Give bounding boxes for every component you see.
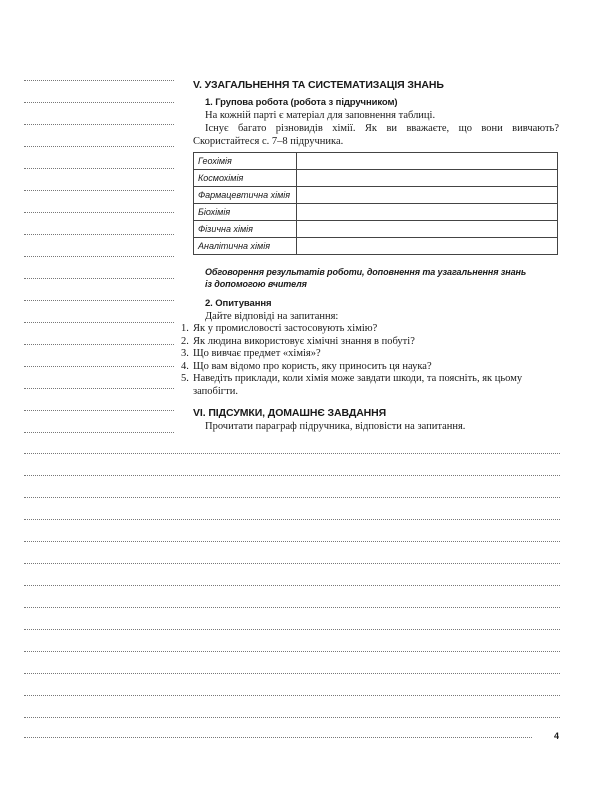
branch-answer-cell[interactable] <box>297 238 558 255</box>
branch-name: Космохімія <box>194 170 297 187</box>
question-number: 1. <box>181 323 189 334</box>
list-item <box>181 336 559 349</box>
question-text: Що вам відомо про користь, яку приносить ця наука? <box>193 360 432 372</box>
note-line <box>24 234 174 235</box>
note-line <box>24 629 560 630</box>
list-item <box>181 373 559 398</box>
branch-answer-cell[interactable] <box>297 153 558 170</box>
note-line <box>24 651 560 652</box>
note-line <box>24 717 560 718</box>
note-line <box>24 124 174 125</box>
note-line <box>24 168 174 169</box>
note-line <box>24 453 560 454</box>
question-number: 5. <box>181 373 189 384</box>
question-number: 4. <box>181 360 189 372</box>
question-text: Як людина використовує хімічні знання в побуті? <box>193 335 415 347</box>
note-line <box>24 322 174 323</box>
question-number: 3. <box>181 348 189 359</box>
branch-answer-cell[interactable] <box>297 204 558 221</box>
question-paragraph: Існує багато різновидів хімії. Як ви вважаєте, що вони вивчають? Скористайтеся с. 7–8 підручника. <box>193 123 559 147</box>
note-line <box>24 497 560 498</box>
list-item <box>181 323 559 336</box>
note-line <box>24 278 174 279</box>
table-row <box>194 238 558 255</box>
group-work-subtitle: 1. Групова робота (робота з підручником) <box>205 97 398 108</box>
instruction-paragraph: На кожній парті є матеріал для заповнення таблиці. <box>205 110 436 121</box>
note-line <box>24 344 174 345</box>
table-row <box>194 170 558 187</box>
note-line <box>24 607 560 608</box>
note-line <box>24 519 560 520</box>
table-row <box>194 153 558 170</box>
branch-name: Аналітична хімія <box>194 238 297 255</box>
question-text: Наведіть приклади, коли хімія може завдати шкоди, та поясніть, як цьому запобігти. <box>193 373 523 397</box>
discussion-note-line-1: Обговорення результатів роботи, доповнення та узагальнення знань <box>205 267 527 277</box>
page-number: 4 <box>554 731 560 741</box>
question-text: Що вивчає предмет «хімія»? <box>193 348 321 359</box>
note-line <box>24 673 560 674</box>
note-line <box>24 146 174 147</box>
note-line <box>24 80 174 81</box>
note-line <box>24 737 532 738</box>
note-line <box>24 102 174 103</box>
question-text: Як у промисловості застосовують хімію? <box>193 323 378 334</box>
section-5-title: V. УЗАГАЛЬНЕННЯ ТА СИСТЕМАТИЗАЦІЯ ЗНАНЬ <box>193 79 444 91</box>
note-line <box>24 410 174 411</box>
branch-name: Фізична хімія <box>194 221 297 238</box>
branch-answer-cell[interactable] <box>297 187 558 204</box>
note-line <box>24 256 174 257</box>
section-6-title: VI. ПІДСУМКИ, ДОМАШНЄ ЗАВДАННЯ <box>193 407 387 419</box>
survey-instruction: Дайте відповіді на запитання: <box>205 311 339 322</box>
question-list <box>181 323 559 398</box>
note-line <box>24 300 174 301</box>
branch-answer-cell[interactable] <box>297 170 558 187</box>
table-row <box>194 221 558 238</box>
branch-name: Фармацевтична хімія <box>194 187 297 204</box>
question-number: 2. <box>181 335 189 347</box>
chemistry-branches-table <box>193 152 558 255</box>
note-line <box>24 563 560 564</box>
note-line <box>24 388 174 389</box>
discussion-note <box>193 266 559 290</box>
lesson-content <box>181 78 559 433</box>
note-line <box>24 541 560 542</box>
table-row <box>194 187 558 204</box>
table-row <box>194 204 558 221</box>
discussion-note-line-2: із допомогою вчителя <box>205 279 307 289</box>
note-line <box>24 212 174 213</box>
note-line <box>24 695 560 696</box>
list-item <box>181 361 559 374</box>
note-line <box>24 432 174 433</box>
branch-name: Біохімія <box>194 204 297 221</box>
list-item <box>181 348 559 361</box>
note-line <box>24 475 560 476</box>
survey-subtitle: 2. Опитування <box>205 298 272 309</box>
note-line <box>24 585 560 586</box>
homework-paragraph: Прочитати параграф підручника, відповісти на запитання. <box>205 421 466 432</box>
branch-answer-cell[interactable] <box>297 221 558 238</box>
branch-name: Геохімія <box>194 153 297 170</box>
note-line <box>24 190 174 191</box>
note-line <box>24 366 174 367</box>
